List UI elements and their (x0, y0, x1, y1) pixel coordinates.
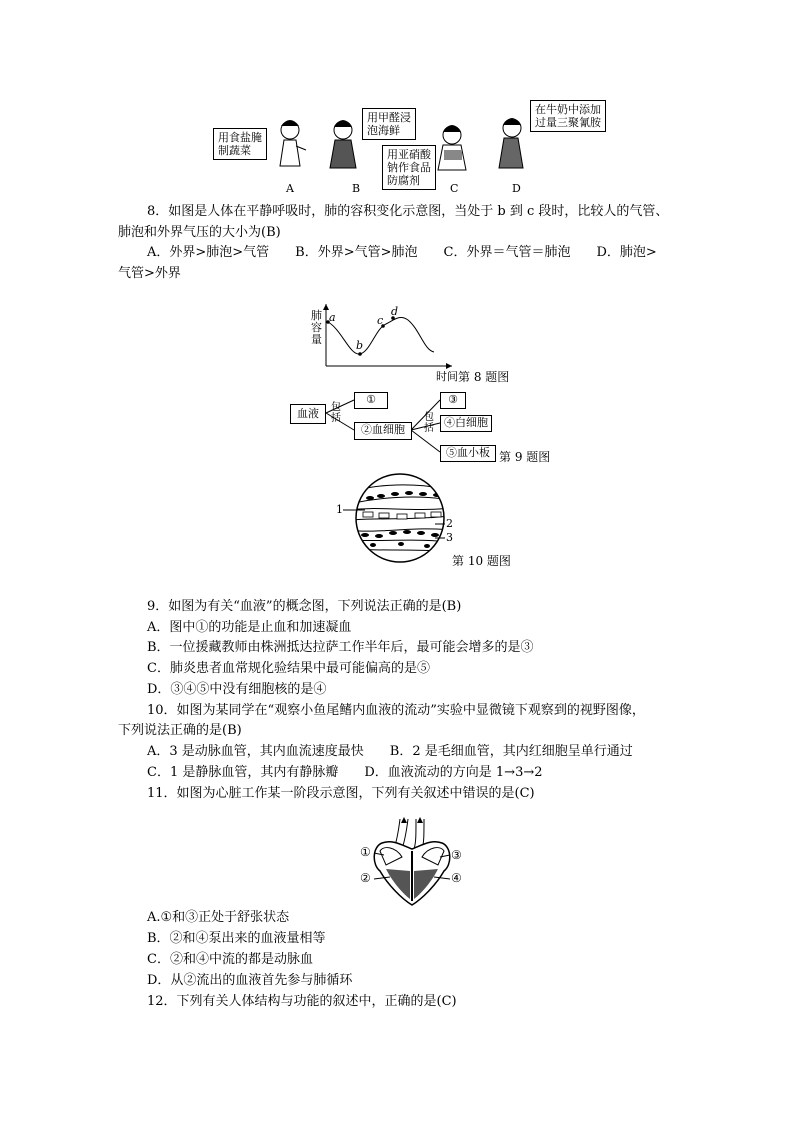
fig9-incl: 包 括 (331, 402, 341, 424)
fig10-microscope-view (345, 472, 455, 564)
fig8-point-a: a (329, 311, 336, 324)
person-b-icon (330, 120, 356, 168)
cartoon-people (200, 100, 560, 180)
fig9-c1: ③ (440, 392, 466, 409)
bubble-b: 用甲醛浸 泡海鲜 (362, 108, 416, 140)
fig10-label-1: 1 (336, 503, 343, 516)
letter-c: C (450, 182, 459, 195)
fig9-c2: ④白细胞 (440, 415, 492, 432)
fig11-label-3: ③ (451, 848, 462, 862)
fig9-root: 血液 (290, 404, 326, 424)
fig10-label-2: 2 (446, 517, 453, 530)
q11-option-b: B．②和④泵出来的血液量相等 (147, 931, 326, 946)
q11-option-d: D．从②流出的血液首先参与肺循环 (147, 973, 353, 988)
bubble-a: 用食盐腌 制蔬菜 (213, 128, 267, 160)
q12-stem: 12．下列有关人体结构与功能的叙述中，正确的是(C) (147, 994, 457, 1009)
letter-a: A (286, 182, 294, 195)
q8-line2: 肺泡和外界气压的大小为(B) (118, 225, 281, 240)
person-c-icon (438, 125, 466, 170)
q9-option-a: A．图中①的功能是止血和加速凝血 (147, 620, 352, 635)
q10-stem-1: 10．如图为某同学在“观察小鱼尾鳍内血液的流动”实验中显微镜下观察到的视野图像， (147, 703, 645, 718)
fig8-xlabel: 时间 (436, 370, 458, 383)
q9-stem: 9．如图为有关“血液”的概念图，下列说法正确的是(B) (147, 599, 462, 614)
fig11-heart (362, 815, 462, 907)
q9-option-d: D．③④⑤中没有细胞核的是④ (147, 682, 327, 697)
q9-option-b: B．一位援藏教师由株洲抵达拉萨工作半年后，最可能会增多的是③ (147, 640, 534, 655)
fig10-caption: 第 10 题图 (452, 554, 511, 568)
fig8-curve (320, 300, 460, 375)
fig9-b2: ②血细胞 (354, 422, 412, 440)
fig11-label-4: ④ (451, 871, 462, 885)
q10-options-ab: A．3 是动脉血管，其内血流速度最快 B．2 是毛细血管，其内红细胞呈单行通过 (147, 744, 633, 759)
person-d-icon (499, 118, 523, 168)
person-a-icon (280, 120, 306, 166)
fig8-point-b: b (356, 339, 364, 352)
q8-line1: 8．如图是人体在平静呼吸时，肺的容积变化示意图，当处于 b 到 c 段时，比较人的气管、 (147, 204, 669, 219)
letter-b: B (352, 182, 361, 195)
fig10-label-3: 3 (446, 531, 453, 544)
q8-options: A．外界>肺泡>气管 B．外界>气管>肺泡 C．外界＝气管＝肺泡 D．肺泡> (147, 245, 657, 260)
bubble-c: 用亚硝酸 钠作食品 防腐剂 (382, 145, 436, 190)
letter-d: D (512, 182, 521, 195)
fig9-c3: ⑤血小板 (440, 445, 496, 462)
fig8-ylabel: 肺 容 量 (311, 309, 322, 346)
fig9-b1: ① (354, 392, 388, 409)
q9-option-c: C．肺炎患者血常规化验结果中最可能偏高的是⑤ (147, 661, 430, 676)
fig8-point-d: d (391, 305, 399, 318)
fig8-point-c: c (377, 314, 384, 327)
fig8-caption: 第 8 题图 (458, 370, 510, 384)
q8-options-2: 气管>外界 (118, 266, 181, 281)
q10-options-cd: C．1 是静脉血管，其内有静脉瓣 D．血液流动的方向是 1→3→2 (147, 765, 543, 780)
q11-option-c: C．②和④中流的都是动脉血 (147, 952, 313, 967)
fig9-caption: 第 9 题图 (499, 450, 551, 464)
q10-stem-2: 下列说法正确的是(B) (118, 723, 242, 738)
q11-stem: 11．如图为心脏工作某一阶段示意图，下列有关叙述中错误的是(C) (147, 786, 535, 801)
q11-option-a: A.①和③正处于舒张状态 (147, 910, 290, 925)
fig11-label-1: ① (360, 845, 371, 859)
bubble-d: 在牛奶中添加 过量三聚氰胺 (530, 100, 606, 132)
fig9-incl2: 包 括 (424, 412, 434, 434)
fig11-label-2: ② (360, 871, 371, 885)
